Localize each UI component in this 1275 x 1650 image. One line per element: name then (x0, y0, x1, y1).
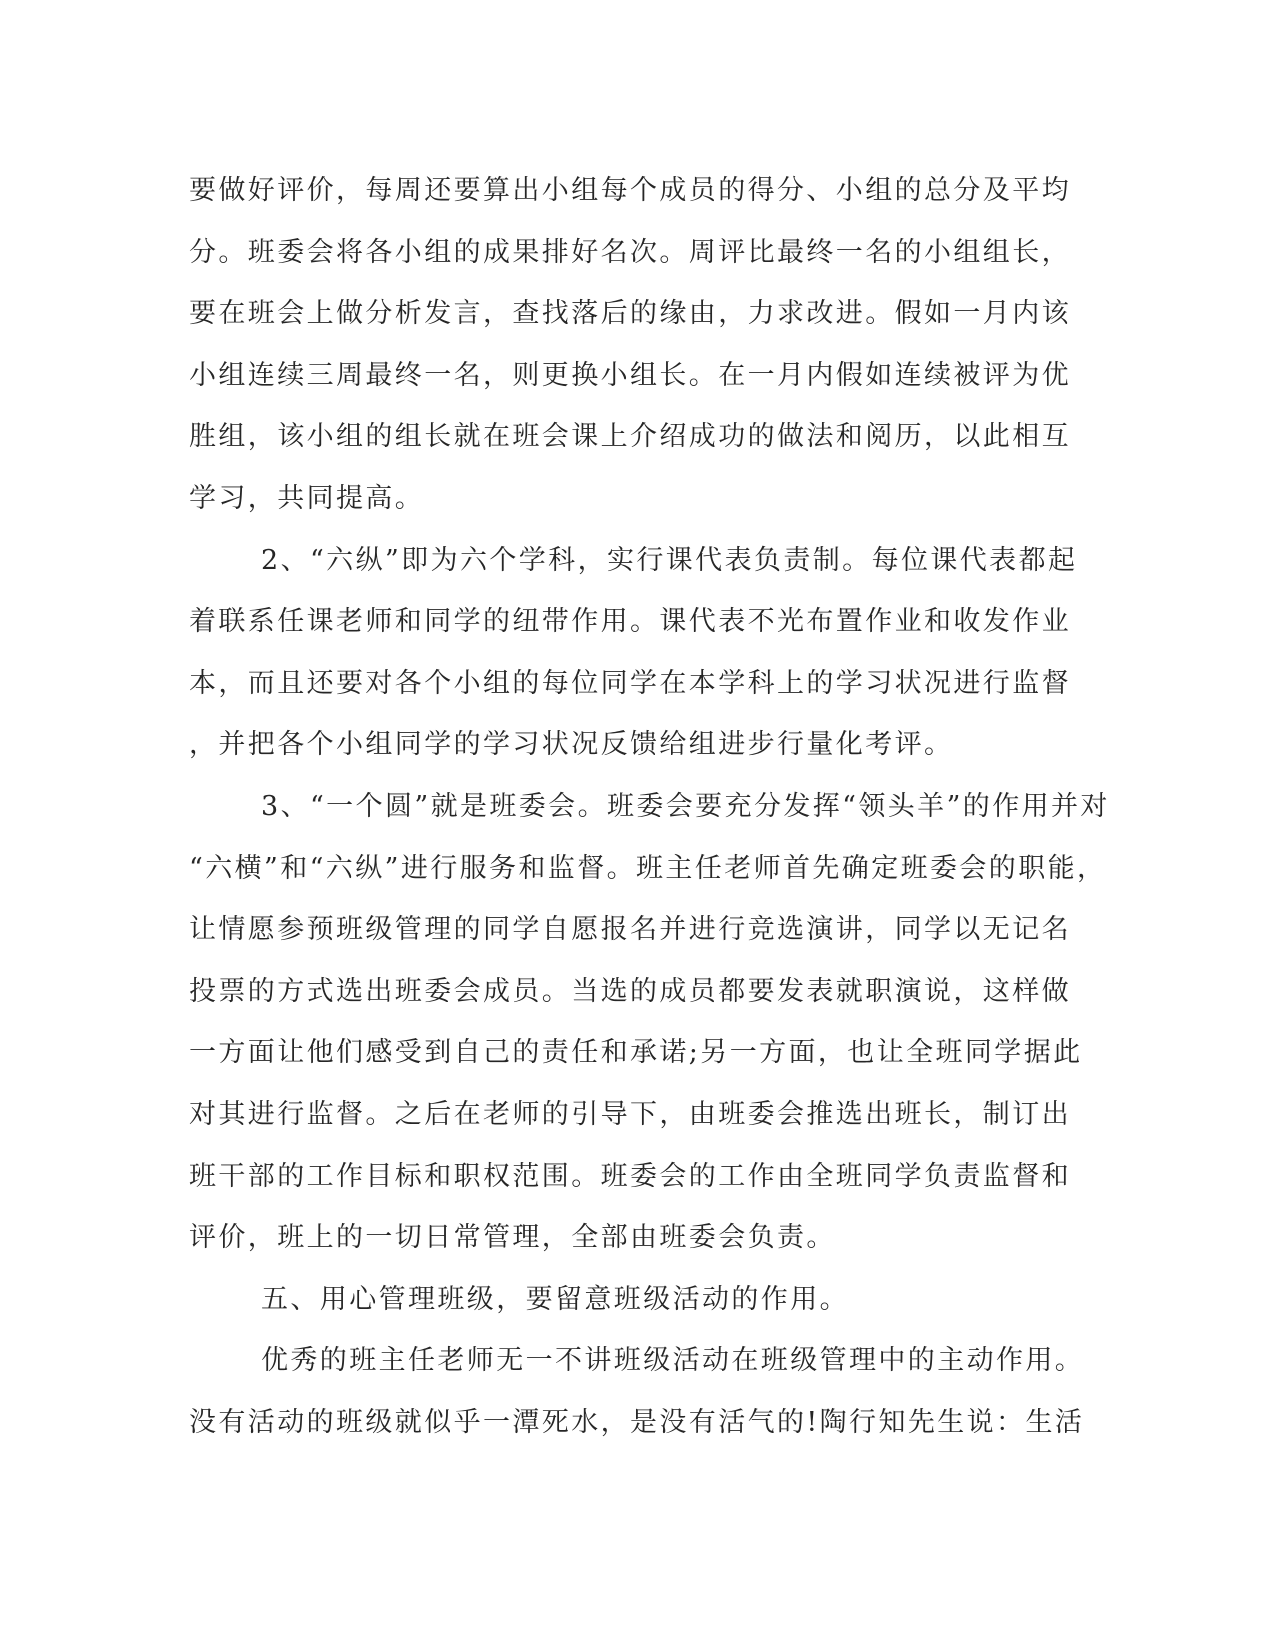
section-heading: 五、用心管理班级，要留意班级活动的作用。 (261, 1283, 849, 1315)
text-line: 小组连续三周最终一名，则更换小组长。在一月内假如连续被评为优 (189, 359, 1071, 391)
text-line: 对其进行监督。之后在老师的引导下，由班委会推选出班长，制订出 (189, 1098, 1071, 1130)
text-line: 着联系任课老师和同学的纽带作用。课代表不光布置作业和收发作业 (189, 606, 1071, 638)
text-line: 要做好评价，每周还要算出小组每个成员的得分、小组的总分及平均 (189, 175, 1071, 206)
text-line: 要在班会上做分析发言，查找落后的缘由，力求改进。假如一月内该 (189, 298, 1071, 330)
text-line: 投票的方式选出班委会成员。当选的成员都要发表就职演说，这样做 (189, 975, 1071, 1007)
text-line: ，并把各个小组同学的学习状况反馈给组进步行量化考评。 (189, 729, 954, 761)
text-line: 让情愿参预班级管理的同学自愿报名并进行竞选演讲，同学以无记名 (189, 914, 1071, 946)
text-line: “六横”和“六纵”进行服务和监督。班主任老师首先确定班委会的职能， (189, 852, 1107, 884)
text-line: 本，而且还要对各个小组的每位同学在本学科上的学习状况进行监督 (189, 667, 1071, 699)
text-line: 一方面让他们感受到自己的责任和承诺;另一方面，也让全班同学据此 (189, 1037, 1083, 1069)
document-body (189, 160, 1110, 1453)
text-line: 3、“一个圆”就是班委会。班委会要充分发挥“领头羊”的作用并对 (261, 790, 1110, 822)
text-line: 胜组，该小组的组长就在班会课上介绍成功的做法和阅历，以此相互 (189, 421, 1071, 453)
text-line: 2、“六纵”即为六个学科，实行课代表负责制。每位课代表都起 (261, 544, 1078, 576)
text-line: 优秀的班主任老师无一不讲班级活动在班级管理中的主动作用。 (261, 1345, 1085, 1377)
text-line: 学习，共同提高。 (189, 482, 425, 514)
text-line: 班干部的工作目标和职权范围。班委会的工作由全班同学负责监督和 (189, 1160, 1071, 1192)
text-line: 没有活动的班级就似乎一潭死水，是没有活气的!陶行知先生说：生活 (189, 1406, 1085, 1438)
text-line: 分。班委会将各小组的成果排好名次。周评比最终一名的小组组长， (189, 236, 1071, 268)
text-line: 评价，班上的一切日常管理，全部由班委会负责。 (189, 1222, 836, 1254)
